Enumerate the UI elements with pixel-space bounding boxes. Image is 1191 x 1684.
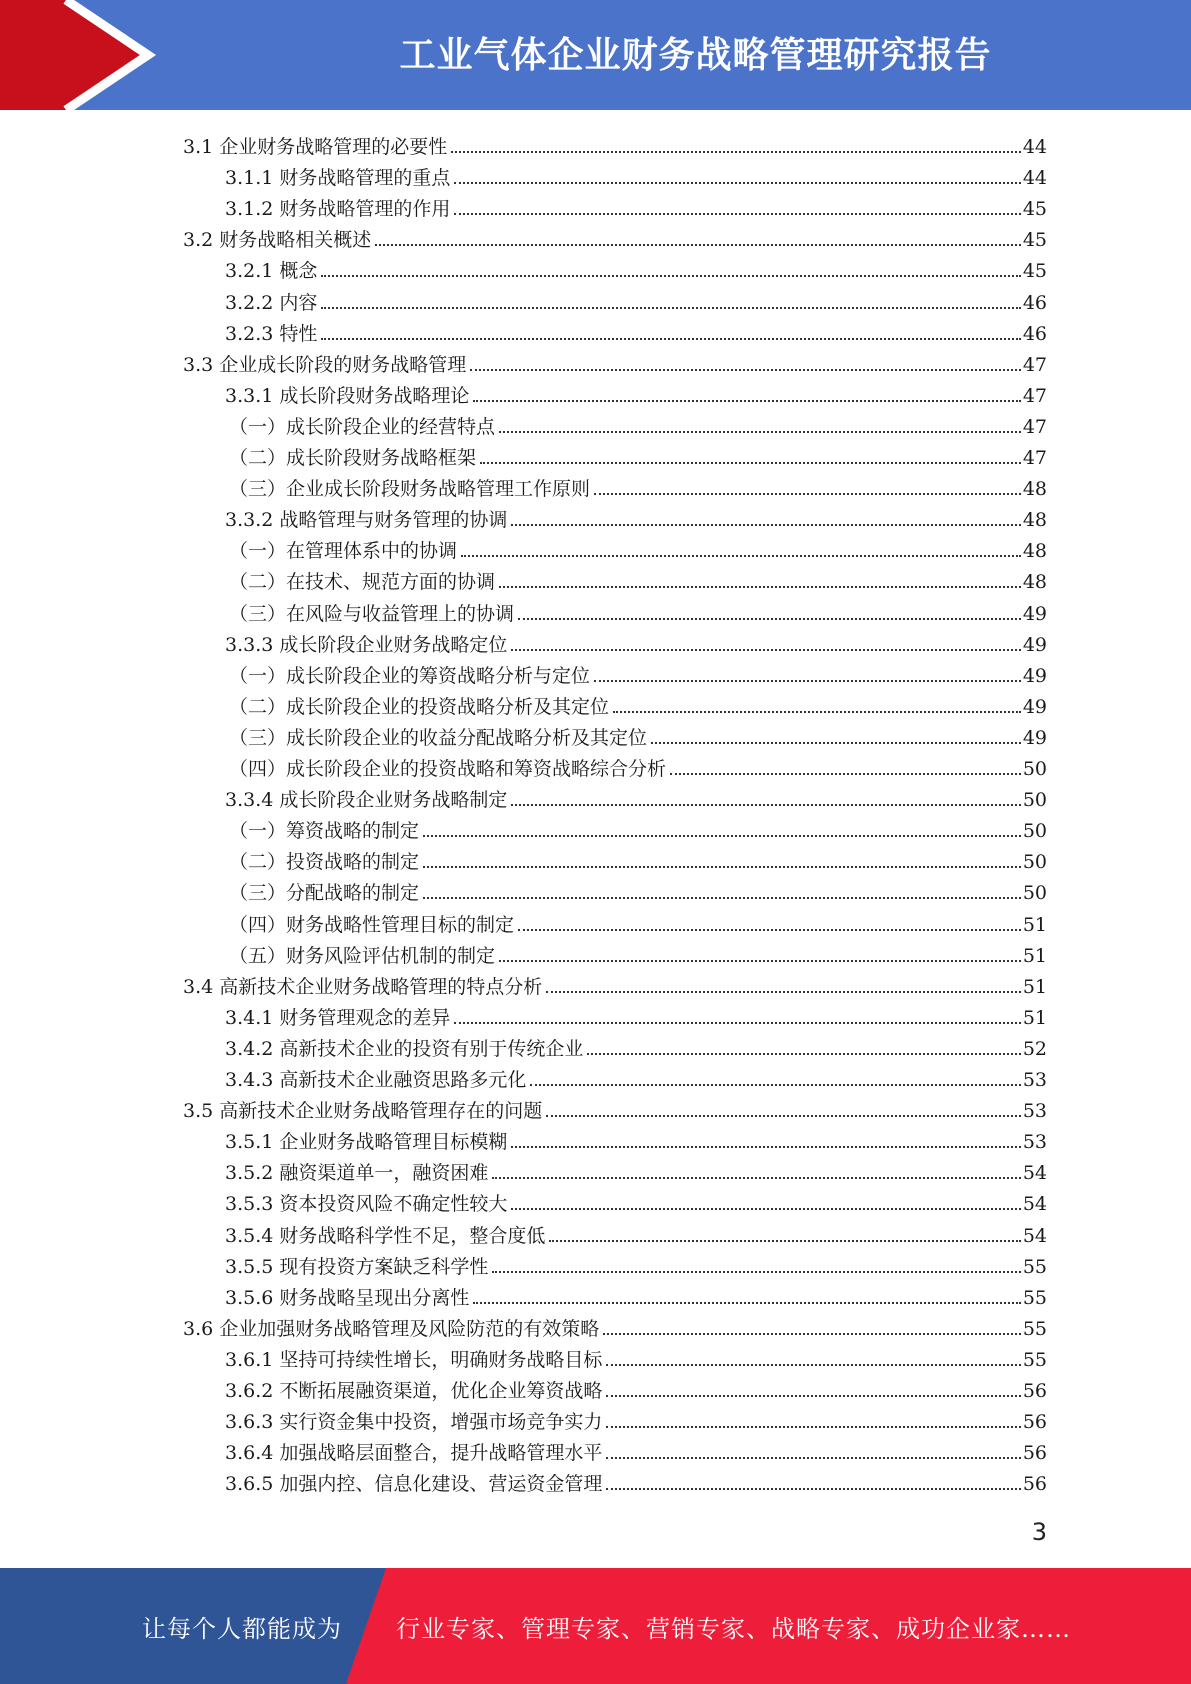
toc-entry-label: 3.5.4 财务战略科学性不足，整合度低 [225, 1224, 546, 1247]
toc-dot-leader [423, 866, 1021, 868]
toc-entry-label: （四）财务战略性管理目标的制定 [229, 913, 515, 936]
toc-entry[interactable] [229, 719, 1047, 750]
toc-dot-leader [499, 586, 1021, 588]
toc-dot-leader [613, 711, 1021, 713]
toc-entry-label: （一）成长阶段企业的经营特点 [229, 415, 496, 438]
toc-dot-leader [594, 680, 1021, 682]
toc-entry-label: 3.2.3 特性 [225, 322, 318, 345]
toc-entry[interactable] [225, 159, 1047, 190]
toc-dot-leader [606, 1457, 1020, 1459]
toc-entry[interactable] [225, 781, 1047, 812]
toc-dot-leader [492, 1271, 1020, 1273]
toc-entry-label: （一）成长阶段企业的筹资战略分析与定位 [229, 664, 591, 687]
toc-entry[interactable] [225, 1154, 1047, 1185]
toc-dot-leader [587, 1053, 1020, 1055]
toc-dot-leader [454, 1022, 1020, 1024]
toc-entry[interactable] [183, 221, 1047, 252]
toc-dot-leader [549, 1240, 1020, 1242]
toc-entry-label: （五）财务风险评估机制的制定 [229, 944, 496, 967]
toc-entry-page: 55 [1022, 1348, 1047, 1371]
toc-entry[interactable] [229, 470, 1047, 501]
toc-entry-label: 3.6.5 加强内控、信息化建设、营运资金管理 [225, 1473, 603, 1496]
toc-entry[interactable] [225, 1217, 1047, 1248]
toc-entry-label: 3.4.2 高新技术企业的投资有别于传统企业 [225, 1037, 584, 1060]
toc-dot-leader [480, 462, 1021, 464]
toc-entry[interactable] [225, 1372, 1047, 1403]
toc-entry[interactable] [229, 874, 1047, 905]
toc-dot-leader [454, 182, 1020, 184]
toc-dot-leader [511, 1208, 1020, 1210]
toc-entry[interactable] [229, 688, 1047, 719]
toc-entry[interactable] [229, 595, 1047, 626]
toc-entry[interactable] [225, 1123, 1047, 1154]
toc-entry[interactable] [225, 1403, 1047, 1434]
toc-entry-label: 3.1.2 财务战略管理的作用 [225, 198, 451, 221]
toc-entry-label: 3.4.1 财务管理观念的差异 [225, 1006, 451, 1029]
toc-entry-page: 53 [1022, 1100, 1047, 1123]
toc-dot-leader [518, 618, 1021, 620]
toc-dot-leader [546, 1115, 1021, 1117]
toc-entry[interactable] [229, 750, 1047, 781]
toc-entry[interactable] [229, 532, 1047, 563]
toc-entry-label: 3.5.5 现有投资方案缺乏科学性 [225, 1255, 489, 1278]
toc-dot-leader [461, 555, 1021, 557]
toc-entry-label: （四）成长阶段企业的投资战略和筹资战略综合分析 [229, 758, 667, 780]
toc-entry-page: 54 [1022, 1193, 1047, 1216]
toc-entry-page: 51 [1022, 913, 1047, 936]
toc-dot-leader [473, 1302, 1020, 1304]
toc-entry-label: 3.2.2 内容 [225, 291, 318, 314]
toc-dot-leader [454, 213, 1020, 215]
toc-dot-leader [511, 1146, 1020, 1148]
toc-entry-page: 50 [1022, 851, 1047, 874]
toc-entry-page: 47 [1022, 447, 1047, 469]
toc-dot-leader [470, 369, 1021, 371]
toc-entry-label: （三）分配战略的制定 [229, 882, 420, 905]
toc-entry[interactable] [225, 1341, 1047, 1372]
toc-entry-label: 3.3 企业成长阶段的财务战略管理 [183, 353, 467, 376]
toc-dot-leader [375, 244, 1021, 246]
toc-entry-label: 3.3.4 成长阶段企业财务战略制定 [225, 789, 508, 812]
toc-entry-page: 56 [1022, 1411, 1047, 1434]
toc-entry[interactable] [225, 315, 1047, 346]
toc-entry[interactable] [229, 408, 1047, 439]
toc-entry-label: （三）企业成长阶段财务战略管理工作原则 [229, 478, 591, 501]
toc-entry[interactable] [229, 906, 1047, 937]
toc-entry-label: （二）投资战略的制定 [229, 851, 420, 874]
toc-entry-page: 51 [1022, 944, 1047, 967]
toc-entry-label: 3.2.1 概念 [225, 260, 318, 283]
toc-entry[interactable] [225, 1434, 1047, 1465]
toc-entry[interactable] [225, 377, 1047, 408]
toc-entry-page: 50 [1022, 789, 1047, 812]
toc-entry[interactable] [225, 1061, 1047, 1092]
toc-entry-page: 55 [1022, 1286, 1047, 1309]
toc-entry-page: 48 [1022, 509, 1047, 532]
toc-dot-leader [530, 1084, 1020, 1086]
toc-entry-page: 48 [1022, 478, 1047, 501]
toc-entry-label: 3.4 高新技术企业财务战略管理的特点分析 [183, 975, 543, 998]
page-header [0, 0, 1191, 110]
toc-dot-leader [321, 307, 1020, 309]
toc-entry-page: 55 [1022, 1255, 1047, 1278]
toc-entry-label: 3.6.3 实行资金集中投资，增强市场竞争实力 [225, 1411, 603, 1434]
toc-entry-label: 3.3.1 成长阶段财务战略理论 [225, 384, 470, 407]
toc-dot-leader [499, 431, 1021, 433]
toc-entry-label: 3.5.1 企业财务战略管理目标模糊 [225, 1131, 508, 1154]
toc-dot-leader [603, 1333, 1021, 1335]
toc-dot-leader [606, 1488, 1020, 1490]
toc-dot-leader [511, 649, 1020, 651]
toc-entry-page: 45 [1022, 229, 1047, 252]
toc-entry-page: 48 [1022, 540, 1047, 563]
toc-entry-label: （一）筹资战略的制定 [229, 820, 420, 843]
toc-entry-page: 50 [1022, 882, 1047, 905]
toc-entry[interactable] [229, 563, 1047, 594]
toc-entry-label: 3.6 企业加强财务战略管理及风险防范的有效策略 [183, 1317, 600, 1340]
toc-entry[interactable] [225, 252, 1047, 283]
toc-entry[interactable] [225, 1279, 1047, 1310]
toc-entry-page: 44 [1022, 167, 1047, 190]
toc-entry[interactable] [183, 1092, 1047, 1123]
toc-entry-page: 53 [1022, 1131, 1047, 1154]
toc-entry-label: （二）成长阶段财务战略框架 [229, 447, 477, 469]
toc-entry-label: 3.2 财务战略相关概述 [183, 229, 372, 252]
toc-entry-page: 47 [1022, 353, 1047, 376]
toc-dot-leader [594, 493, 1021, 495]
toc-entry-label: （三）成长阶段企业的收益分配战略分析及其定位 [229, 726, 648, 749]
toc-entry-page: 49 [1022, 695, 1047, 718]
toc-entry-label: 3.3.3 成长阶段企业财务战略定位 [225, 633, 508, 656]
toc-entry-page: 54 [1022, 1162, 1047, 1185]
toc-entry-page: 56 [1022, 1473, 1047, 1496]
toc-entry-label: （三）在风险与收益管理上的协调 [229, 602, 515, 625]
toc-entry-page: 56 [1022, 1442, 1047, 1465]
toc-entry[interactable] [229, 439, 1047, 470]
toc-entry-label: 3.6.2 不断拓展融资渠道，优化企业筹资战略 [225, 1380, 603, 1402]
toc-entry-page: 49 [1022, 726, 1047, 749]
toc-entry-page: 49 [1022, 664, 1047, 687]
toc-dot-leader [499, 960, 1021, 962]
toc-entry[interactable] [225, 190, 1047, 221]
toc-dot-leader [423, 897, 1021, 899]
toc-entry-page: 46 [1022, 322, 1047, 345]
toc-entry-page: 49 [1022, 602, 1047, 625]
toc-entry-page: 49 [1022, 633, 1047, 656]
footer-slogan-left: 让每个人都能成为 [142, 1614, 342, 1643]
toc-entry[interactable] [225, 1185, 1047, 1216]
toc-dot-leader [511, 804, 1020, 806]
toc-entry[interactable] [225, 1030, 1047, 1061]
toc-entry-label: （二）在技术、规范方面的协调 [229, 571, 496, 594]
toc-entry-label: 3.4.3 高新技术企业融资思路多元化 [225, 1069, 527, 1091]
toc-entry-page: 56 [1022, 1380, 1047, 1402]
toc-entry[interactable] [229, 812, 1047, 843]
toc-entry-page: 45 [1022, 198, 1047, 221]
toc-entry-page: 47 [1022, 415, 1047, 438]
toc-dot-leader [451, 151, 1021, 153]
toc-entry[interactable] [225, 1248, 1047, 1279]
toc-entry-label: 3.1.1 财务战略管理的重点 [225, 167, 451, 190]
toc-entry-label: （一）在管理体系中的协调 [229, 540, 458, 563]
toc-entry-label: 3.1 企业财务战略管理的必要性 [183, 136, 448, 158]
toc-entry[interactable] [229, 657, 1047, 688]
toc-entry-page: 53 [1022, 1069, 1047, 1091]
toc-entry-label: 3.3.2 战略管理与财务管理的协调 [225, 509, 508, 532]
footer-slogan-right: 行业专家、管理专家、营销专家、战略专家、成功企业家…… [396, 1614, 1071, 1643]
page-footer [0, 1568, 1191, 1684]
toc-entry-page: 50 [1022, 820, 1047, 843]
toc-dot-leader [321, 338, 1020, 340]
toc-entry[interactable] [183, 128, 1047, 159]
toc-entry-page: 51 [1022, 975, 1047, 998]
report-title: 工业气体企业财务战略管理研究报告 [399, 34, 992, 76]
toc-entry[interactable] [225, 1465, 1047, 1496]
toc-dot-leader [473, 400, 1020, 402]
toc-entry[interactable] [229, 937, 1047, 968]
toc-entry[interactable] [183, 968, 1047, 999]
toc-entry[interactable] [183, 1310, 1047, 1341]
toc-entry[interactable] [229, 843, 1047, 874]
toc-dot-leader [670, 773, 1021, 775]
toc-entry-page: 46 [1022, 291, 1047, 314]
toc-dot-leader [511, 524, 1020, 526]
toc-entry-label: （二）成长阶段企业的投资战略分析及其定位 [229, 695, 610, 718]
toc-entry[interactable] [225, 284, 1047, 315]
toc-entry[interactable] [225, 999, 1047, 1030]
toc-entry-page: 52 [1022, 1037, 1047, 1060]
toc-entry-page: 51 [1022, 1006, 1047, 1029]
toc-dot-leader [321, 275, 1020, 277]
toc-entry-page: 50 [1022, 758, 1047, 780]
toc-entry-label: 3.5.3 资本投资风险不确定性较大 [225, 1193, 508, 1216]
toc-entry[interactable] [183, 346, 1047, 377]
toc-entry-page: 54 [1022, 1224, 1047, 1247]
toc-dot-leader [606, 1395, 1020, 1397]
toc-entry-page: 44 [1022, 136, 1047, 158]
toc-entry-label: 3.5.2 融资渠道单一，融资困难 [225, 1162, 489, 1185]
toc-entry-page: 45 [1022, 260, 1047, 283]
toc-entry[interactable] [225, 626, 1047, 657]
toc-dot-leader [546, 991, 1021, 993]
toc-entry-label: 3.5 高新技术企业财务战略管理存在的问题 [183, 1100, 543, 1123]
toc-entry[interactable] [225, 501, 1047, 532]
toc-dot-leader [492, 1177, 1020, 1179]
toc-dot-leader [423, 835, 1021, 837]
toc-entry-label: 3.6.1 坚持可持续性增长，明确财务战略目标 [225, 1348, 603, 1371]
toc-entry-page: 47 [1022, 384, 1047, 407]
toc-entry-page: 48 [1022, 571, 1047, 594]
toc-dot-leader [651, 742, 1021, 744]
toc-entry-page: 55 [1022, 1317, 1047, 1340]
toc-entry-label: 3.5.6 财务战略呈现出分离性 [225, 1286, 470, 1309]
page-number: 3 [1031, 1518, 1047, 1546]
toc-dot-leader [606, 1364, 1020, 1366]
toc-entry-label: 3.6.4 加强战略层面整合，提升战略管理水平 [225, 1442, 603, 1465]
toc-dot-leader [518, 929, 1021, 931]
toc-dot-leader [606, 1426, 1020, 1428]
